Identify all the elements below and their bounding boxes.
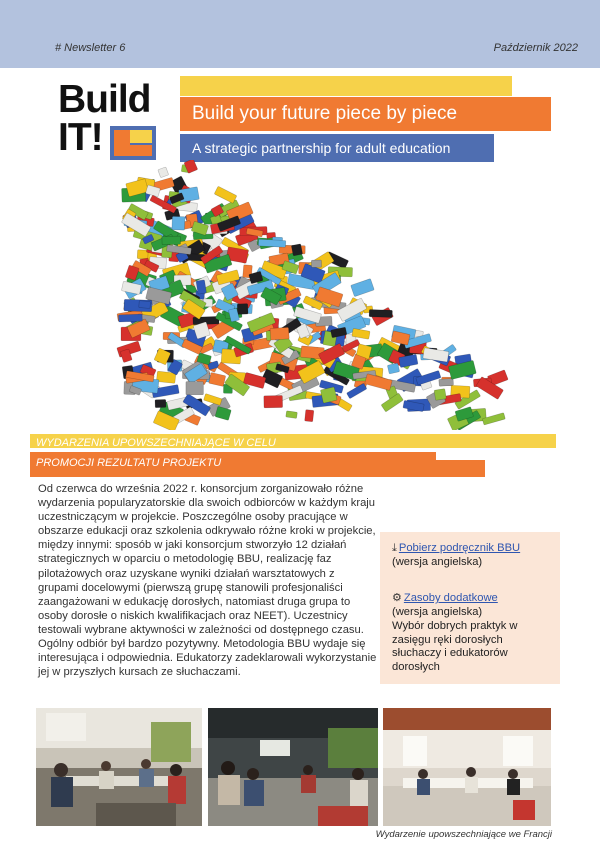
logo-word-it: IT!	[58, 116, 103, 159]
download-handbook-link[interactable]: Pobierz podręcznik BBU	[398, 542, 521, 554]
tagline: Build your future piece by piece	[192, 103, 458, 124]
download-resource-note: (wersja angielska)	[392, 556, 483, 568]
lego-brick	[214, 186, 237, 203]
lego-brick	[158, 167, 169, 178]
lego-brick	[311, 260, 321, 267]
logo-brick-icon	[110, 126, 156, 160]
extra-resources	[392, 592, 557, 606]
section-title-line-2: PROMOCJI REZULTATU PROJEKTU	[36, 457, 222, 469]
lego-brick	[291, 244, 302, 256]
lego-brick	[196, 280, 206, 294]
section-title-gap	[436, 450, 566, 460]
lego-brick	[139, 301, 151, 309]
section-title-line-1: WYDARZENIA UPOWSZECHNIAJĄCE W CELU	[36, 437, 276, 449]
lego-brick	[264, 396, 283, 408]
download-icon: ⤓	[392, 542, 397, 554]
lego-brick	[172, 216, 185, 230]
lego-brick	[286, 411, 298, 419]
lego-bricks-pile-illustration	[100, 160, 530, 430]
photo-caption: Wydarzenie upowszechniające we Francji	[375, 829, 552, 840]
lego-brick	[439, 378, 454, 386]
lego-brick	[320, 387, 337, 403]
extra-resources-link[interactable]: Zasoby dodatkowe	[403, 592, 498, 604]
lego-brick	[215, 406, 231, 420]
lego-brick	[305, 410, 314, 422]
banner-yellow-bar	[180, 76, 512, 96]
lego-brick	[186, 382, 204, 395]
event-photo-2	[208, 708, 378, 826]
build-it-logo	[58, 80, 168, 160]
newsletter-date: Październik 2022	[493, 42, 578, 54]
lego-brick	[351, 279, 375, 297]
download-resource	[392, 542, 557, 556]
lego-brick	[369, 309, 392, 317]
newsletter-issue: # Newsletter 6	[55, 42, 126, 54]
subtagline: A strategic partnership for adult education	[192, 140, 451, 156]
logo-word-build: Build	[58, 78, 151, 121]
header-band	[0, 0, 600, 68]
article-body: Od czerwca do września 2022 r. konsorcjum zorganizowało różne wydarzenia popularyzatorskie dla swoich odbiorców w każdym kraju uczestniczącym w projekcie. Poszczególne osoby pracujące w obszarze edukacji oraz szkolenia odkrywało różne kroki w projekcie, między innymi: sposób w jaki konsorcjum stworzyło 12 działań strategicznych w oparciu o metodologię BBU, realizację faz pilotażowych oraz uzyskane wyniki działań warsztatowych z grupami docelowymi (pierwszą grupę stanowili profesjonaliści zaangażowani w edukację dorosłych, natomiast druga grupa to osoby dorosłe o niskich kwalifikacjach oraz NEET). Uczestnicy testowali wybrane aktywności w zależności od dostępnego czasu. Ogólny odbiór był bardzo pozytywny. Metodologia BBU wydaje się interesująca i odpowiednia. Edukatorzy zadeklarowali wykorzystanie jej w przyszłych kursach ze słuchaczami.	[38, 483, 377, 679]
lego-brick	[258, 239, 286, 247]
lego-brick	[387, 363, 399, 374]
lego-brick	[118, 314, 142, 322]
extra-resources-note: (wersja angielska)	[392, 606, 483, 618]
lego-brick	[237, 304, 248, 315]
lego-brick	[155, 399, 166, 407]
lego-brick	[434, 389, 446, 401]
lego-brick	[209, 372, 226, 386]
extra-resources-description: Wybór dobrych praktyk w zasięgu ręki dorosłych słuchaczy i edukatorów dorosłych	[392, 620, 518, 673]
gears-icon: ⚙	[392, 592, 402, 604]
lego-brick	[162, 236, 181, 244]
lego-brick	[270, 327, 289, 340]
event-photo-1	[36, 708, 202, 826]
event-photo-3	[383, 708, 551, 826]
